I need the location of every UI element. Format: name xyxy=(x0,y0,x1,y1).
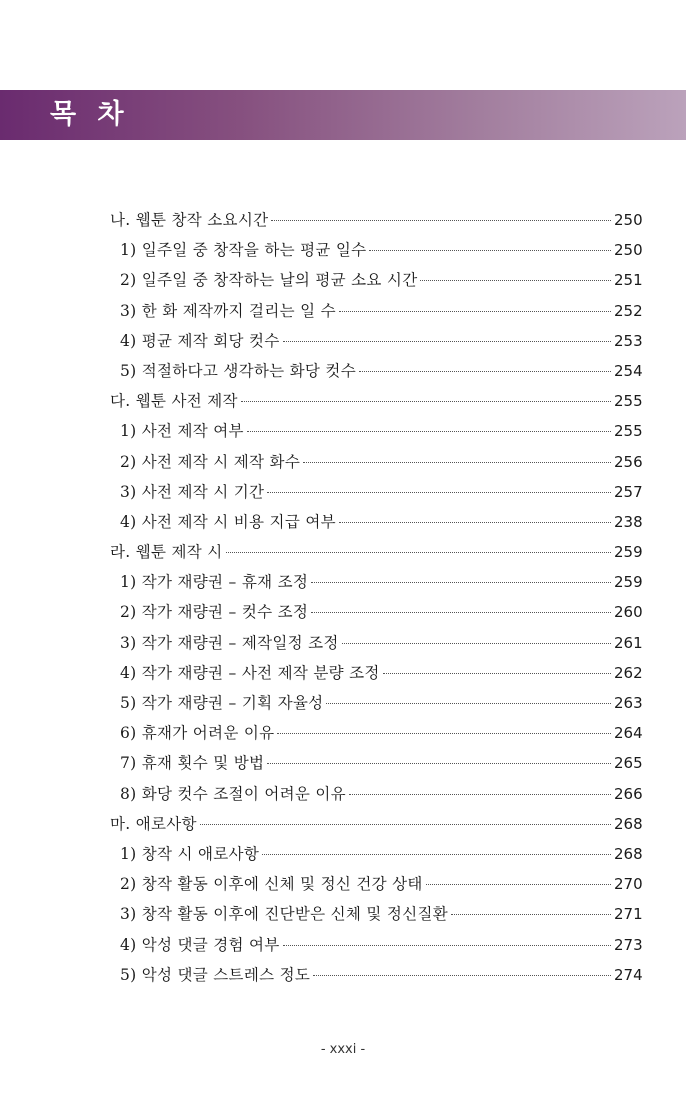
toc-dot-leader xyxy=(311,612,611,613)
toc-dot-leader xyxy=(451,914,611,915)
toc-entry-label: 2) 사전 제작 시 제작 화수 xyxy=(120,452,301,471)
toc-subsection-entry[interactable] xyxy=(110,782,642,812)
toc-dot-leader xyxy=(267,492,611,493)
toc-dot-leader xyxy=(283,341,611,342)
toc-dot-leader xyxy=(326,703,611,704)
toc-entry-page-number: 254 xyxy=(614,361,643,380)
page-number: - xxxi - xyxy=(320,1042,366,1057)
toc-entry-page-number: 251 xyxy=(614,271,643,290)
toc-subsection-entry[interactable] xyxy=(110,359,642,389)
toc-entry-label: 3) 사전 제작 시 기간 xyxy=(120,482,265,501)
toc-entry-label: 5) 작가 재량권 – 기획 자율성 xyxy=(120,694,324,712)
toc-subsection-entry[interactable] xyxy=(110,299,642,329)
toc-entry-page-number: 259 xyxy=(614,543,643,562)
toc-entry-page-number: 238 xyxy=(614,512,643,531)
toc-subsection-entry[interactable] xyxy=(110,450,642,480)
toc-subsection-entry[interactable] xyxy=(110,480,642,510)
toc-subsection-entry[interactable] xyxy=(110,510,642,540)
toc-dot-leader xyxy=(241,401,611,402)
toc-entry-label: 2) 작가 재량권 – 컷수 조정 xyxy=(120,603,309,622)
toc-subsection-entry[interactable] xyxy=(110,872,642,902)
toc-entry-page-number: 268 xyxy=(614,844,643,863)
toc-entry-page-number: 270 xyxy=(614,875,643,894)
toc-entry-page-number: 263 xyxy=(614,694,643,712)
toc-dot-leader xyxy=(283,945,611,946)
toc-title: 목 차 xyxy=(50,99,130,130)
toc-entry-label: 4) 악성 댓글 경험 여부 xyxy=(120,935,280,954)
toc-dot-leader xyxy=(339,522,611,523)
toc-entry-label: 5) 악성 댓글 스트레스 정도 xyxy=(120,965,311,984)
toc-subsection-entry[interactable] xyxy=(110,268,642,298)
toc-dot-leader xyxy=(420,280,611,281)
toc-entry-label: 1) 일주일 중 창작을 하는 평균 일수 xyxy=(120,241,367,260)
toc-dot-leader xyxy=(359,371,611,372)
table-of-contents xyxy=(110,208,642,993)
toc-subsection-entry[interactable] xyxy=(110,570,642,600)
toc-entry-label: 8) 화당 컷수 조절이 어려운 이유 xyxy=(120,784,346,803)
toc-dot-leader xyxy=(277,733,611,734)
toc-dot-leader xyxy=(383,673,611,674)
toc-entry-label: 1) 작가 재량권 – 휴재 조정 xyxy=(120,573,309,592)
toc-dot-leader xyxy=(349,794,611,795)
toc-subsection-entry[interactable] xyxy=(110,963,642,993)
toc-header-band xyxy=(0,90,686,140)
toc-dot-leader xyxy=(303,462,611,463)
toc-entry-label: 라. 웹툰 제작 시 xyxy=(110,543,223,562)
toc-dot-leader xyxy=(342,643,611,644)
toc-entry-label: 2) 일주일 중 창작하는 날의 평균 소요 시간 xyxy=(120,271,418,290)
toc-entry-page-number: 274 xyxy=(614,965,643,984)
toc-entry-page-number: 271 xyxy=(614,905,643,924)
toc-subsection-entry[interactable] xyxy=(110,902,642,932)
toc-entry-label: 4) 사전 제작 시 비용 지급 여부 xyxy=(120,512,336,531)
toc-section-entry[interactable] xyxy=(110,812,642,842)
toc-dot-leader xyxy=(313,975,611,976)
toc-entry-page-number: 256 xyxy=(614,452,643,471)
toc-entry-page-number: 257 xyxy=(614,482,643,501)
toc-entry-label: 1) 창작 시 애로사항 xyxy=(120,844,260,863)
toc-dot-leader xyxy=(247,431,611,432)
toc-dot-leader xyxy=(311,582,611,583)
toc-dot-leader xyxy=(271,220,611,221)
toc-subsection-entry[interactable] xyxy=(110,631,642,661)
toc-entry-page-number: 250 xyxy=(614,241,643,260)
toc-entry-page-number: 253 xyxy=(614,331,643,350)
toc-entry-page-number: 259 xyxy=(614,573,643,592)
toc-entry-page-number: 268 xyxy=(614,814,643,833)
toc-entry-label: 나. 웹툰 창작 소요시간 xyxy=(110,211,269,229)
toc-dot-leader xyxy=(426,884,611,885)
toc-section-entry[interactable] xyxy=(110,389,642,419)
toc-entry-label: 5) 적절하다고 생각하는 화당 컷수 xyxy=(120,361,356,380)
toc-entry-page-number: 260 xyxy=(614,603,643,622)
toc-entry-page-number: 250 xyxy=(614,211,643,229)
toc-section-entry[interactable] xyxy=(110,540,642,570)
toc-entry-page-number: 261 xyxy=(614,633,643,652)
toc-dot-leader xyxy=(226,552,611,553)
toc-dot-leader xyxy=(369,250,611,251)
toc-dot-leader xyxy=(339,311,611,312)
toc-dot-leader xyxy=(200,824,611,825)
toc-entry-page-number: 262 xyxy=(614,663,643,682)
toc-entry-label: 마. 애로사항 xyxy=(110,814,197,833)
toc-entry-label: 3) 작가 재량권 – 제작일정 조정 xyxy=(120,633,339,652)
toc-subsection-entry[interactable] xyxy=(110,419,642,449)
toc-entry-page-number: 252 xyxy=(614,301,643,320)
toc-entry-page-number: 273 xyxy=(614,935,643,954)
toc-entry-label: 3) 창작 활동 이후에 진단받은 신체 및 정신질환 xyxy=(120,905,449,924)
toc-subsection-entry[interactable] xyxy=(110,933,642,963)
toc-section-entry[interactable] xyxy=(110,208,642,238)
toc-subsection-entry[interactable] xyxy=(110,721,642,751)
toc-entry-label: 2) 창작 활동 이후에 신체 및 정신 건강 상태 xyxy=(120,875,423,894)
toc-entry-page-number: 255 xyxy=(614,422,643,441)
toc-dot-leader xyxy=(267,763,611,764)
toc-subsection-entry[interactable] xyxy=(110,842,642,872)
toc-dot-leader xyxy=(262,854,611,855)
toc-entry-page-number: 264 xyxy=(614,724,643,743)
toc-entry-page-number: 265 xyxy=(614,754,643,773)
toc-subsection-entry[interactable] xyxy=(110,751,642,781)
toc-subsection-entry[interactable] xyxy=(110,329,642,359)
toc-entry-label: 3) 한 화 제작까지 걸리는 일 수 xyxy=(120,301,336,320)
toc-entry-label: 4) 작가 재량권 – 사전 제작 분량 조정 xyxy=(120,663,380,682)
toc-subsection-entry[interactable] xyxy=(110,238,642,268)
toc-entry-label: 4) 평균 제작 회당 컷수 xyxy=(120,331,280,350)
toc-subsection-entry[interactable] xyxy=(110,661,642,691)
toc-entry-page-number: 266 xyxy=(614,784,643,803)
toc-entry-label: 1) 사전 제작 여부 xyxy=(120,422,244,441)
toc-entry-label: 다. 웹툰 사전 제작 xyxy=(110,392,238,411)
toc-subsection-entry[interactable] xyxy=(110,600,642,630)
toc-entry-label: 6) 휴재가 어려운 이유 xyxy=(120,724,275,743)
toc-entry-label: 7) 휴재 횟수 및 방법 xyxy=(120,754,265,773)
toc-subsection-entry[interactable] xyxy=(110,691,642,721)
toc-entry-page-number: 255 xyxy=(614,392,643,411)
